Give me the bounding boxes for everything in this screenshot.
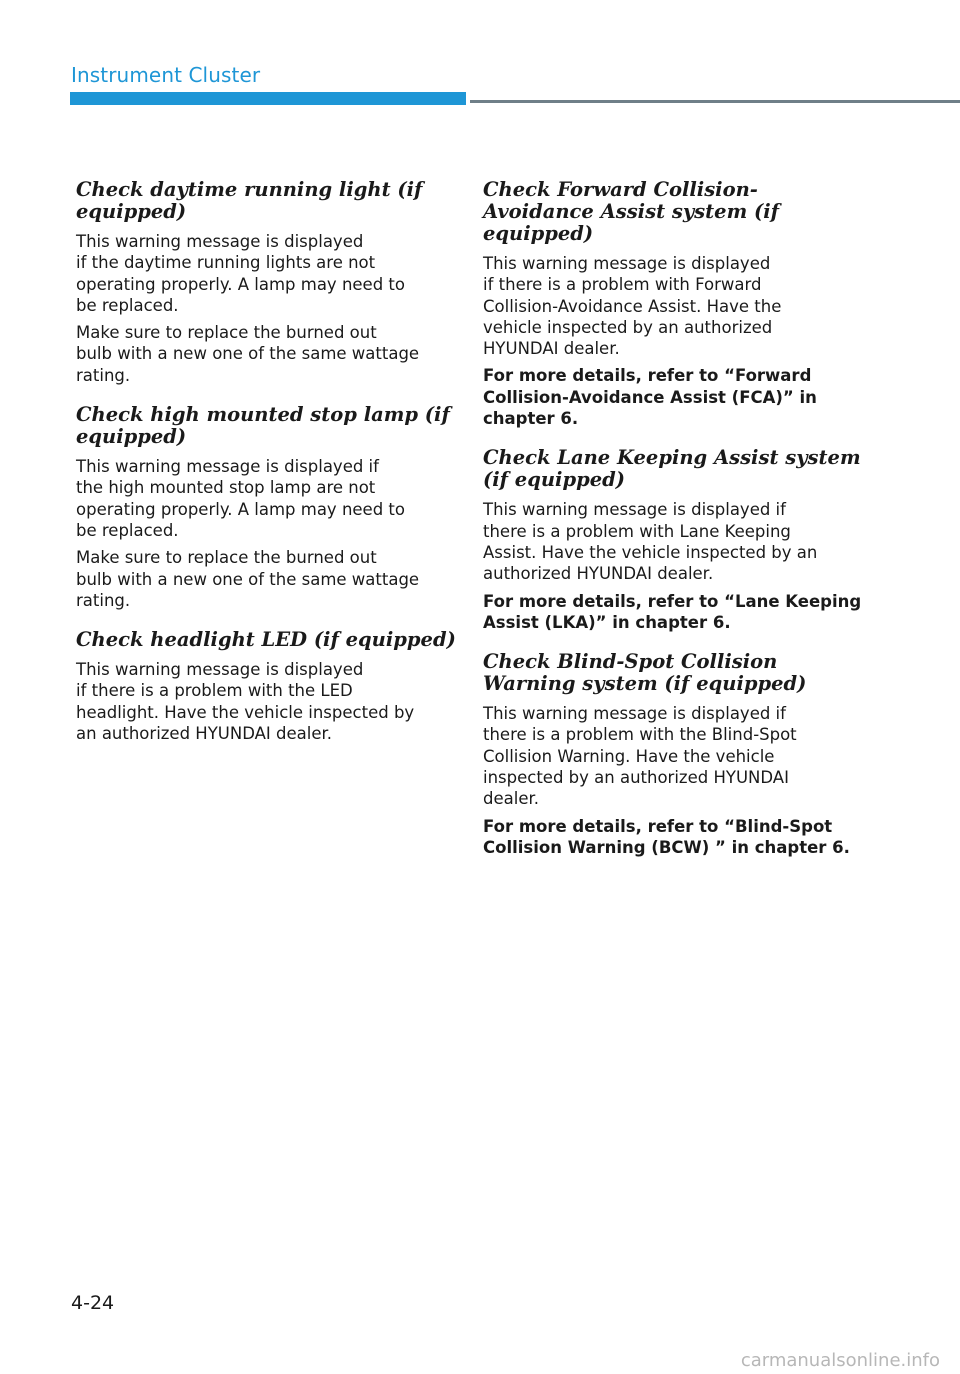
right-column bbox=[483, 179, 863, 876]
section-paragraph: This warning message is displayed if there is a problem with the Blind-Spot Collision Warning. Have the vehicle inspected by an authorized HYUNDAI dealer. bbox=[483, 704, 797, 809]
page-number: 4-24 bbox=[71, 1292, 115, 1314]
section-reference: For more details, refer to “Lane Keeping Assist (LKA)” in chapter 6. bbox=[483, 591, 862, 632]
section-blind-spot-collision-warning bbox=[483, 651, 863, 858]
section-heading: Check Blind-Spot Collision Warning system (if equipped) bbox=[483, 650, 807, 696]
section-reference: For more details, refer to “Forward Collision-Avoidance Assist (FCA)” in chapter 6. bbox=[483, 366, 817, 429]
section-heading: Check Forward Collision-Avoidance Assist system (if equipped) bbox=[483, 178, 780, 245]
section-paragraph: This warning message is displayed if there is a problem with the LED headlight. Have the vehicle inspected by an authorized HYUNDAI dealer. bbox=[76, 660, 415, 744]
section-heading: Check headlight LED (if equipped) bbox=[76, 628, 456, 652]
header-divider-line bbox=[470, 100, 960, 103]
section-paragraph: This warning message is displayed if the high mounted stop lamp are not operating properly. A lamp may need to be replaced. bbox=[76, 457, 405, 540]
section-high-mounted-stop-lamp bbox=[76, 404, 456, 611]
header-accent-bar bbox=[70, 92, 466, 105]
section-daytime-running-light bbox=[76, 179, 456, 386]
section-paragraph: This warning message is displayed if the daytime running lights are not operating properly. A lamp may need to be replaced. bbox=[76, 232, 405, 315]
section-heading: Check Lane Keeping Assist system (if equipped) bbox=[483, 446, 861, 492]
watermark-text: carmanualsonline.info bbox=[740, 1350, 940, 1371]
page-header-title: Instrument Cluster bbox=[71, 63, 261, 87]
section-lane-keeping-assist bbox=[483, 447, 863, 633]
section-paragraph: This warning message is displayed if there is a problem with Forward Collision-Avoidance Assist. Have the vehicle inspected by an authorized HYUNDAI dealer. bbox=[483, 254, 782, 359]
section-paragraph: Make sure to replace the burned out bulb with a new one of the same wattage rating. bbox=[76, 548, 420, 610]
section-headlight-led bbox=[76, 629, 456, 744]
section-forward-collision-avoidance bbox=[483, 179, 863, 429]
section-paragraph: This warning message is displayed if there is a problem with Lane Keeping Assist. Have the vehicle inspected by an authorized HYUNDAI dealer. bbox=[483, 500, 818, 584]
section-heading: Check daytime running light (if equipped) bbox=[76, 178, 423, 223]
section-paragraph: Make sure to replace the burned out bulb with a new one of the same wattage rating. bbox=[76, 323, 420, 385]
section-heading: Check high mounted stop lamp (if equipped) bbox=[76, 403, 450, 449]
section-reference: For more details, refer to “Blind-Spot Collision Warning (BCW) ” in chapter 6. bbox=[483, 816, 850, 857]
left-column bbox=[76, 179, 456, 762]
